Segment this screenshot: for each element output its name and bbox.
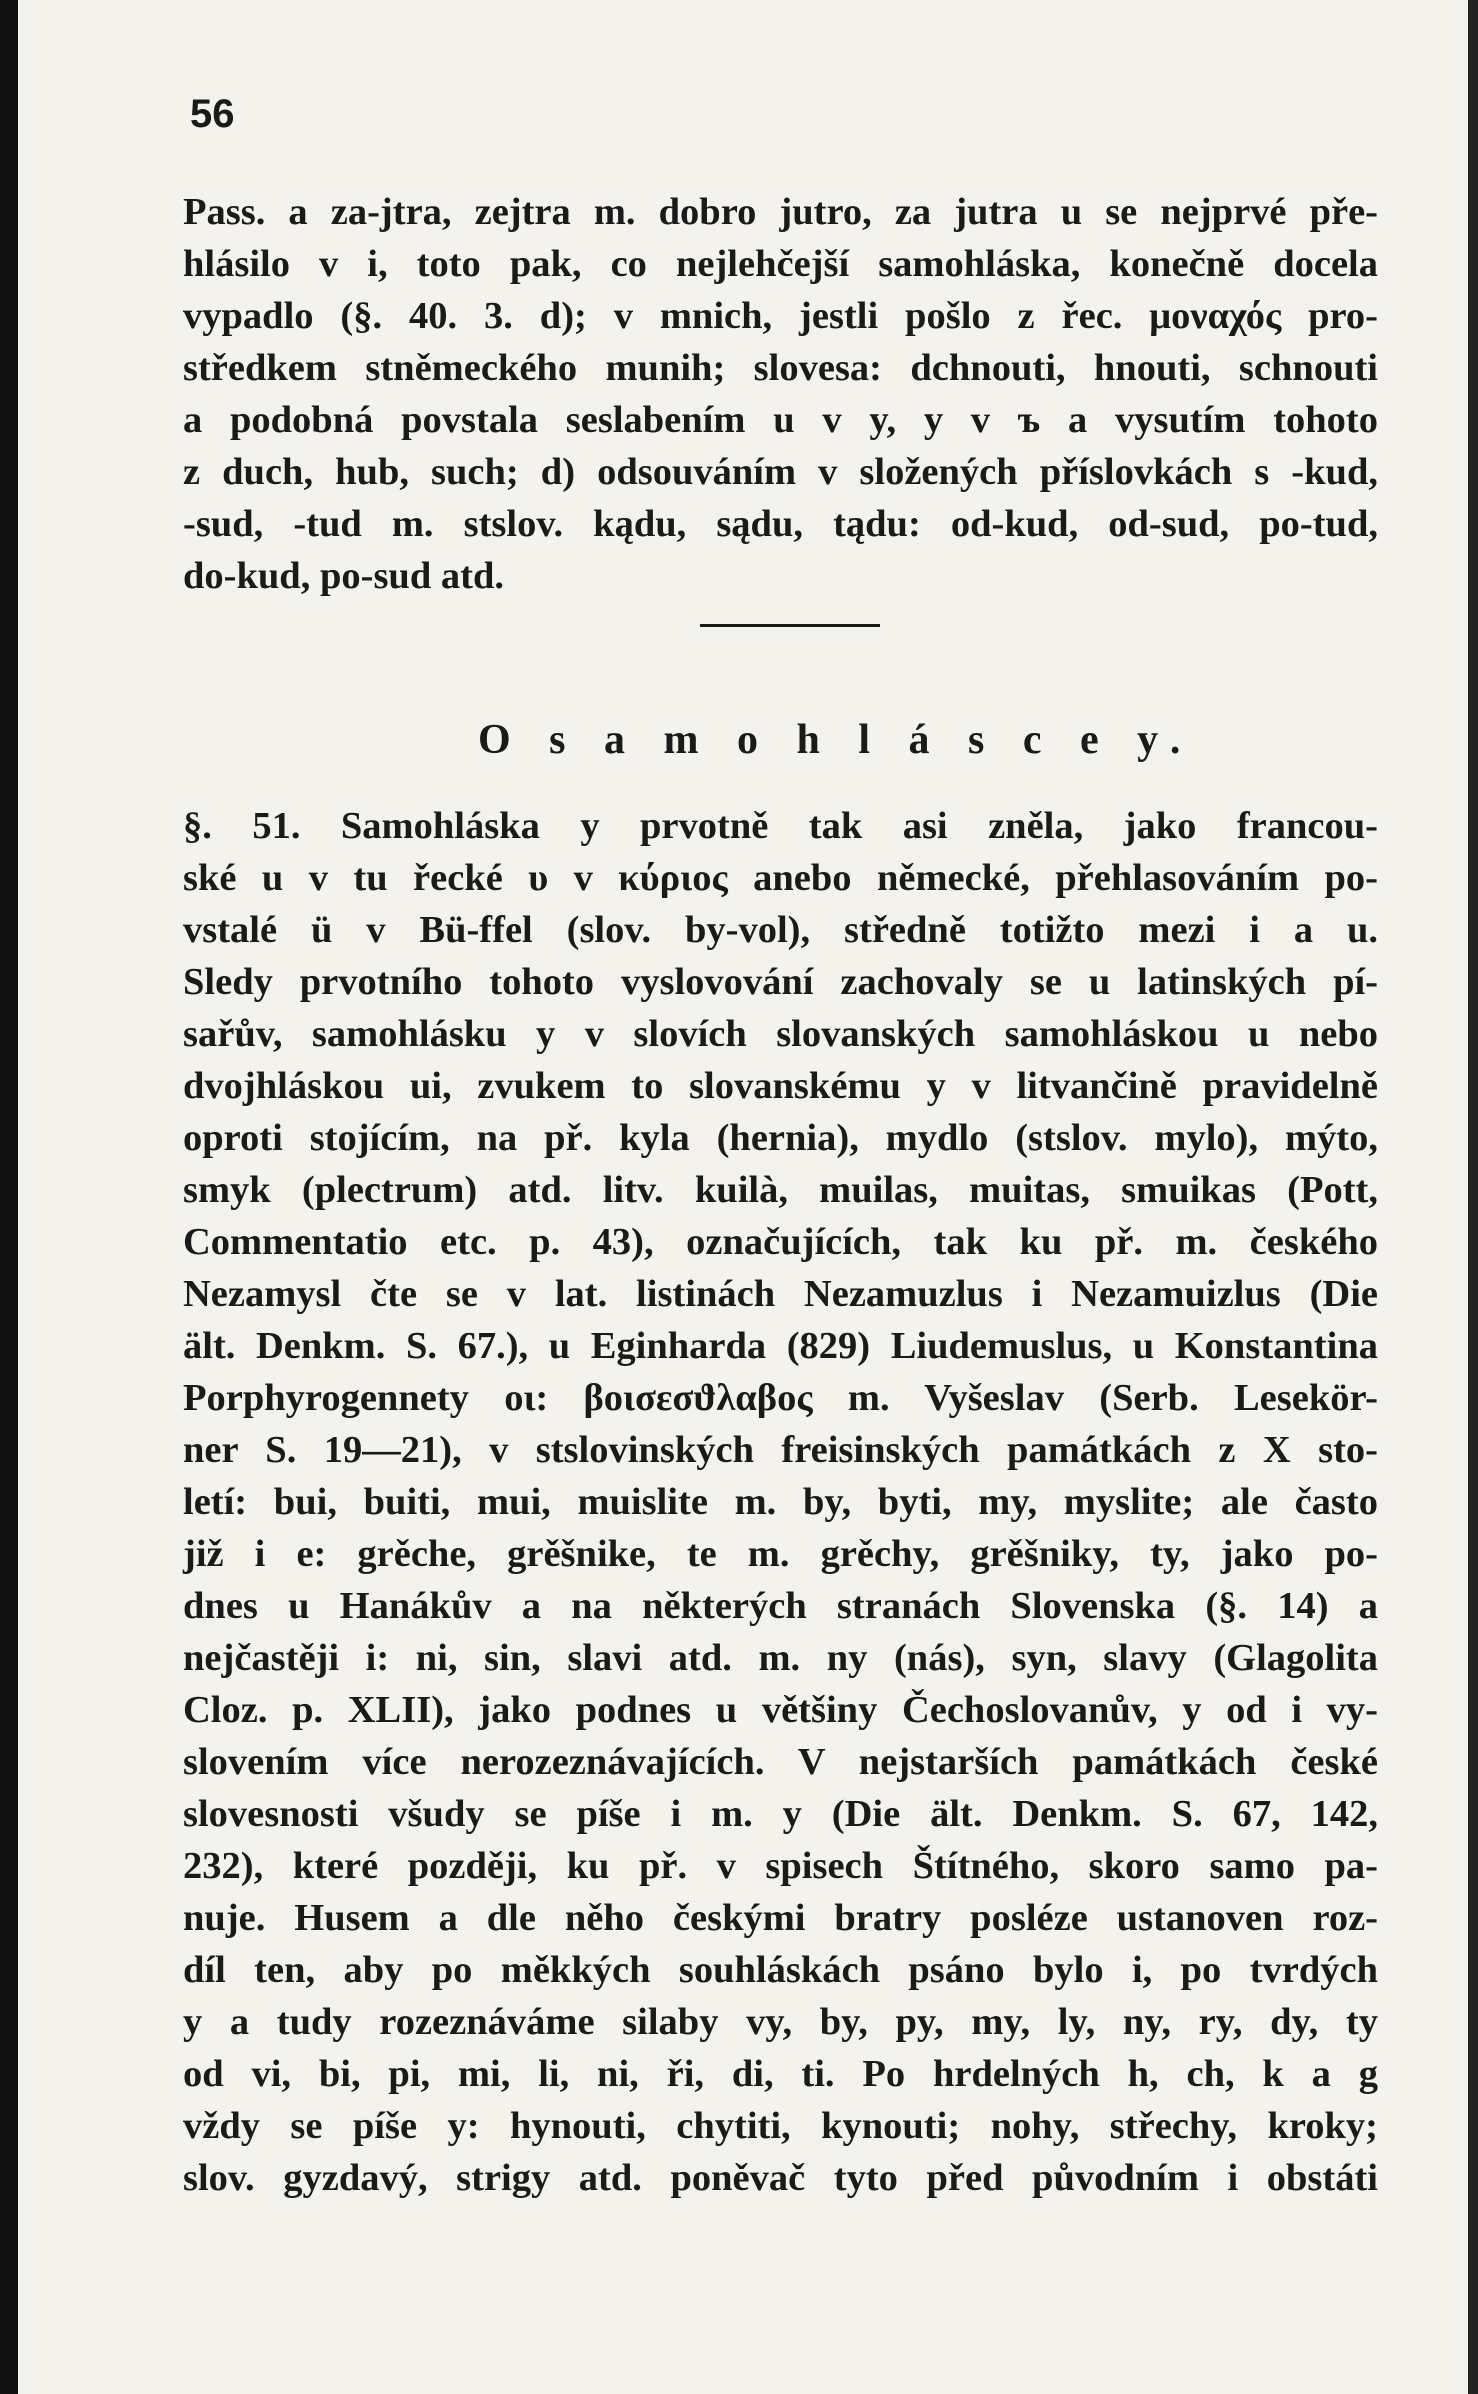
text-line: slovesnosti všudy se píše i m. y (Die ält. Denkm. S. 67, 142, — [183, 1793, 1378, 1835]
text-line: dnes u Hanákův a na některých stranách Slovenska (§. 14) a — [183, 1585, 1378, 1627]
text-line: hlásilo v i, toto pak, co nejlehčejší samohláska, konečně docela — [183, 243, 1378, 285]
text-line: Commentatio etc. p. 43), označujících, tak ku př. m. českého — [183, 1221, 1378, 1263]
scan-edge-left — [0, 0, 18, 2394]
text-line: díl ten, aby po měkkých souhláskách psáno bylo i, po tvrdých — [183, 1949, 1378, 1991]
scan-edge-right — [1468, 0, 1478, 2394]
text-line: smyk (plectrum) atd. litv. kuilà, muilas, muitas, smuikas (Pott, — [183, 1169, 1378, 1211]
text-line: již i e: grěche, grěšnike, te m. grěchy, grěšniky, ty, jako po- — [183, 1533, 1378, 1575]
text-line: Porphyrogennety οι: βοισεσϑλαβος m. Vyšeslav (Serb. Lesekör- — [183, 1377, 1378, 1419]
text-line: Cloz. p. XLII), jako podnes u většiny Čechoslovanův, y od i vy- — [183, 1689, 1378, 1731]
text-line: oproti stojícím, na př. kyla (hernia), mydlo (stslov. mylo), mýto, — [183, 1117, 1378, 1159]
text-line: letí: bui, buiti, mui, muislite m. by, byti, my, myslite; ale často — [183, 1481, 1378, 1523]
text-line: nejčastěji i: ni, sin, slavi atd. m. ny (nás), syn, slavy (Glagolita — [183, 1637, 1378, 1679]
text-line: 232), které později, ku př. v spisech Štítného, skoro samo pa- — [183, 1845, 1378, 1887]
page-number: 56 — [190, 92, 235, 136]
text-line: Nezamysl čte se v lat. listinách Nezamuzlus i Nezamuizlus (Die — [183, 1273, 1378, 1315]
text-line: nuje. Husem a dle něho českými bratry posléze ustanoven roz- — [183, 1897, 1378, 1939]
text-line: od vi, bi, pi, mi, li, ni, ři, di, ti. Po hrdelných h, ch, k a g — [183, 2053, 1378, 2095]
text-line: y a tudy rozeznáváme silaby vy, by, py, my, ly, ny, ry, dy, ty — [183, 2001, 1378, 2043]
text-line: vypadlo (§. 40. 3. d); v mnich, jestli pošlo z řec. μοναχός pro- — [183, 295, 1378, 337]
text-line: slovením více nerozeznávajících. V nejstarších památkách české — [183, 1741, 1378, 1783]
text-line: ské u v tu řecké υ v κύριος anebo německé, přehlasováním po- — [183, 857, 1378, 899]
section-divider — [700, 624, 880, 627]
text-line: §. 51. Samohláska y prvotně tak asi zněla, jako francou- — [183, 805, 1378, 847]
text-line: do-kud, po-sud atd. — [183, 555, 504, 597]
text-line: středkem stněmeckého munih; slovesa: dchnouti, hnouti, schnouti — [183, 347, 1378, 389]
text-line: a podobná povstala seslabením u v y, y v ъ a vysutím tohoto — [183, 399, 1378, 441]
section-heading: O s a m o h l á s c e y. — [478, 717, 1195, 763]
text-line: ält. Denkm. S. 67.), u Eginharda (829) Liudemuslus, u Konstantina — [183, 1325, 1378, 1367]
text-line: vždy se píše y: hynouti, chytiti, kynouti; nohy, střechy, kroky; — [183, 2105, 1378, 2147]
text-line: -sud, -tud m. stslov. kądu, sądu, tądu: od-kud, od-sud, po-tud, — [183, 503, 1378, 545]
intro-paragraph — [183, 186, 1378, 602]
text-line: Pass. a za-jtra, zejtra m. dobro jutro, za jutra u se nejprvé pře- — [183, 191, 1378, 233]
text-line: Sledy prvotního tohoto vyslovování zachovaly se u latinských pí- — [183, 961, 1378, 1003]
text-line: vstalé ü v Bü-ffel (slov. by-vol), středně totižto mezi i a u. — [183, 909, 1378, 951]
text-line: dvojhláskou ui, zvukem to slovanskému y v litvančině pravidelně — [183, 1065, 1378, 1107]
section-51-paragraph — [183, 800, 1378, 2204]
text-line: z duch, hub, such; d) odsouváním v složených příslovkách s -kud, — [183, 451, 1378, 493]
text-line: slov. gyzdavý, strigy atd. poněvač tyto před původním i obstáti — [183, 2157, 1378, 2199]
text-line: ner S. 19—21), v stslovinských freisinských památkách z X sto- — [183, 1429, 1378, 1471]
text-line: sařův, samohlásku y v slovích slovanských samohláskou u nebo — [183, 1013, 1378, 1055]
